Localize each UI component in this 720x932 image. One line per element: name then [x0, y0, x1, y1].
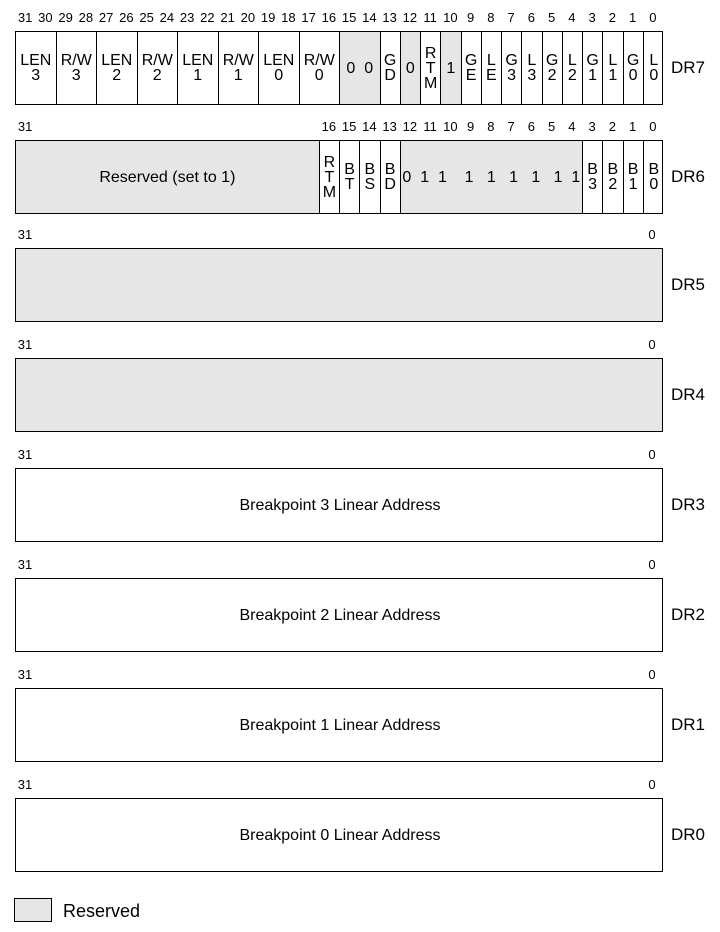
field-label: L 3 — [527, 52, 537, 84]
bit-number: 20 — [240, 10, 256, 25]
field-label: Reserved (set to 1) — [99, 168, 236, 186]
bit-number: 16 — [321, 119, 337, 134]
register-field — [16, 32, 57, 104]
field-label: B 0 — [648, 161, 660, 193]
register-field — [644, 141, 663, 213]
field-label: G D — [383, 52, 397, 84]
bit-number: 0 — [648, 447, 656, 462]
bit-number: 26 — [119, 10, 134, 25]
bit-number: 0 — [649, 10, 657, 25]
bit-number: 12 — [402, 119, 418, 134]
legend-reserved-label: Reserved — [63, 901, 141, 921]
bit-number: 21 — [220, 10, 235, 25]
register-field — [482, 32, 502, 104]
bit-number: 18 — [281, 10, 296, 25]
register-name: DR4 — [671, 385, 706, 404]
bit-number: 4 — [568, 119, 576, 134]
field-label: 0 0 — [346, 59, 374, 77]
bit-number: 5 — [548, 10, 556, 25]
field-label: G E — [464, 52, 478, 84]
bit-number: 16 — [321, 10, 337, 25]
register-field — [624, 32, 644, 104]
register-field — [543, 32, 563, 104]
bit-number: 31 — [17, 557, 33, 572]
field-label: B 1 — [627, 161, 639, 193]
bit-number: 13 — [382, 10, 397, 25]
field-label: Breakpoint 0 Linear Address — [239, 826, 441, 844]
register-field — [178, 32, 219, 104]
register-dr5 — [15, 248, 663, 322]
register-field — [563, 32, 583, 104]
bit-number: 25 — [139, 10, 154, 25]
bit-number: 3 — [588, 119, 596, 134]
register-dr7 — [15, 31, 663, 105]
bit-number: 31 — [17, 10, 33, 25]
bit-number: 31 — [17, 119, 33, 134]
bit-number: 8 — [487, 119, 495, 134]
bit-number: 24 — [159, 10, 175, 25]
register-field — [603, 141, 623, 213]
bit-number: 15 — [341, 119, 357, 134]
field-label: LEN 2 — [101, 52, 133, 84]
field-label: B 2 — [607, 161, 619, 193]
bit-number: 31 — [17, 337, 33, 352]
bit-number: 31 — [17, 227, 33, 242]
register-field — [97, 32, 138, 104]
field-label: R/W 1 — [222, 52, 254, 84]
bit-number: 31 — [17, 667, 33, 682]
register-field — [583, 141, 603, 213]
field-label: 0 1 1 1 1 1 1 1 1 — [402, 168, 581, 186]
bit-number: 19 — [260, 10, 276, 25]
reserved-field — [401, 32, 421, 104]
bit-number: 11 — [423, 10, 437, 25]
register-name: DR2 — [671, 605, 706, 624]
bit-number: 0 — [648, 227, 656, 242]
field-label: R/W 3 — [60, 52, 92, 84]
bit-number: 1 — [629, 10, 637, 25]
field-label: G 2 — [545, 52, 559, 84]
register-dr3 — [15, 468, 663, 542]
register-name: DR0 — [671, 825, 706, 844]
reserved-field — [340, 32, 381, 104]
register-field — [381, 32, 401, 104]
register-name: DR1 — [671, 715, 706, 734]
bit-number: 5 — [548, 119, 556, 134]
field-label: L 0 — [649, 52, 659, 84]
register-field — [16, 579, 663, 651]
bit-number: 14 — [362, 10, 377, 25]
bit-number: 1 — [629, 119, 637, 134]
field-label: L E — [486, 52, 497, 84]
register-field — [603, 32, 623, 104]
field-label: L 1 — [608, 52, 618, 84]
register-field — [360, 141, 380, 213]
register-field — [624, 141, 644, 213]
field-label: LEN 0 — [263, 52, 295, 84]
bit-number: 4 — [568, 10, 576, 25]
register-field — [138, 32, 179, 104]
register-field — [16, 469, 663, 541]
register-dr0 — [15, 798, 663, 872]
bit-number: 9 — [467, 10, 475, 25]
reserved-field — [16, 141, 320, 213]
bit-number: 0 — [648, 557, 656, 572]
bit-number: 22 — [200, 10, 215, 25]
bit-number: 15 — [341, 10, 357, 25]
field-label: LEN 1 — [182, 52, 214, 84]
reserved-field — [401, 141, 583, 213]
bit-number: 10 — [443, 10, 458, 25]
register-field — [320, 141, 340, 213]
bit-number: 6 — [527, 119, 535, 134]
bit-number: 0 — [648, 667, 656, 682]
field-label: LEN 3 — [20, 52, 52, 84]
register-field — [583, 32, 603, 104]
register-dr2 — [15, 578, 663, 652]
field-label: Breakpoint 1 Linear Address — [239, 716, 441, 734]
bit-number: 0 — [649, 119, 657, 134]
field-label: B S — [364, 161, 376, 193]
bit-number: 2 — [608, 119, 616, 134]
reserved-field — [16, 249, 663, 321]
bit-number: 0 — [648, 337, 656, 352]
bit-number: 23 — [179, 10, 195, 25]
bit-number: 3 — [588, 10, 596, 25]
bit-number: 2 — [608, 10, 616, 25]
bit-number: 13 — [382, 119, 397, 134]
bit-number: 8 — [487, 10, 495, 25]
field-label: R T M — [423, 44, 438, 92]
bit-number: 14 — [362, 119, 377, 134]
field-label: B D — [384, 161, 396, 193]
bit-number: 17 — [301, 10, 316, 25]
register-field — [502, 32, 522, 104]
field-label: G 0 — [626, 52, 640, 84]
field-label: B T — [344, 161, 355, 193]
register-name: DR6 — [671, 167, 706, 186]
register-name: DR5 — [671, 275, 706, 294]
bit-number: 31 — [17, 447, 33, 462]
register-name: DR3 — [671, 495, 706, 514]
bit-number: 12 — [402, 10, 418, 25]
register-dr4 — [15, 358, 663, 432]
register-dr6 — [15, 140, 663, 214]
field-label: 0 — [405, 59, 415, 77]
bit-number: 6 — [527, 10, 535, 25]
bit-number: 30 — [38, 10, 53, 25]
register-field — [421, 32, 441, 104]
legend-reserved-swatch — [14, 898, 52, 922]
field-label: Breakpoint 3 Linear Address — [239, 496, 441, 514]
register-field — [381, 141, 401, 213]
field-label: B 3 — [587, 161, 598, 193]
register-field — [16, 689, 663, 761]
register-field — [219, 32, 260, 104]
reserved-field — [16, 359, 663, 431]
bit-number: 7 — [507, 119, 515, 134]
register-field — [340, 141, 360, 213]
register-name: DR7 — [671, 58, 706, 77]
register-field — [16, 799, 663, 871]
field-label: R/W 2 — [141, 52, 173, 84]
register-field — [462, 32, 482, 104]
field-label: R T M — [322, 153, 337, 201]
bit-number: 27 — [98, 10, 114, 25]
bit-number: 29 — [58, 10, 73, 25]
bit-number: 7 — [507, 10, 515, 25]
bit-number: 28 — [78, 10, 94, 25]
bit-number: 10 — [443, 119, 458, 134]
reserved-field — [441, 32, 461, 104]
bit-number: 0 — [648, 777, 656, 792]
field-label: 1 — [446, 59, 456, 77]
bit-number: 11 — [423, 119, 437, 134]
register-field — [522, 32, 542, 104]
bit-number: 9 — [467, 119, 475, 134]
register-field — [644, 32, 663, 104]
field-label: L 2 — [567, 52, 577, 84]
bit-number: 31 — [17, 777, 33, 792]
register-dr1 — [15, 688, 663, 762]
field-label: Breakpoint 2 Linear Address — [239, 606, 441, 624]
field-label: G 1 — [586, 52, 599, 84]
field-label: G 3 — [505, 52, 518, 84]
field-label: R/W 0 — [303, 52, 335, 84]
register-field — [259, 32, 300, 104]
register-field — [57, 32, 98, 104]
register-field — [300, 32, 341, 104]
